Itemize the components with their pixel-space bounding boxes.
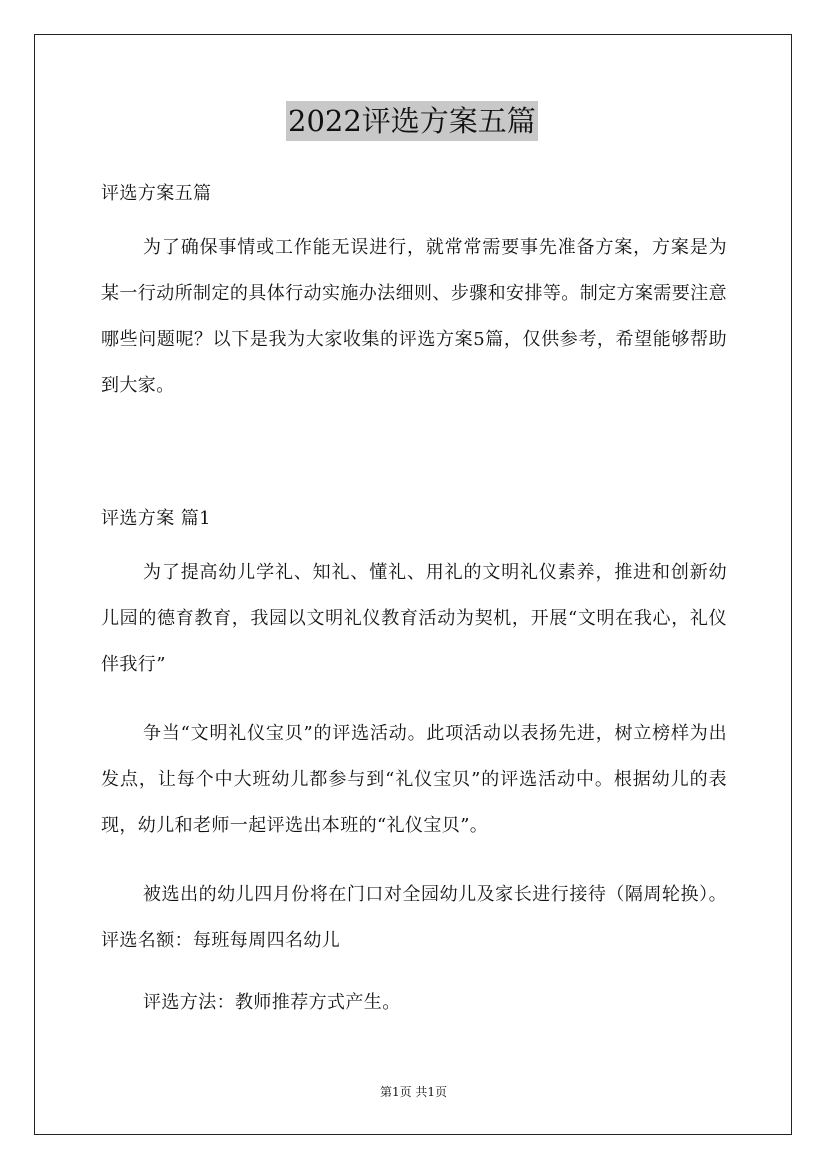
document-title: 2022评选方案五篇: [286, 101, 538, 141]
intro-paragraph: 为了确保事情或工作能无误进行，就常常需要事先准备方案，方案是为某一行动所制定的具体行动实施办法细则、步骤和安排等。制定方案需要注意哪些问题呢？以下是我为大家收集的评选方案5篇，仅供参考，希望能够帮助到大家。: [101, 237, 727, 396]
body-paragraph: 被选出的幼儿四月份将在门口对全园幼儿及家长进行接待（隔周轮换）。 评选名额：每班每周四名幼儿: [101, 884, 727, 951]
page-footer: 第1页 共1页: [379, 1085, 448, 1099]
document-subtitle: 评选方案五篇: [101, 183, 212, 204]
body-paragraph: 为了提高幼儿学礼、知礼、懂礼、用礼的文明礼仪素养，推进和创新幼儿园的德育教育，我园以文明礼仪教育活动为契机，开展“文明在我心，礼仪伴我行”: [101, 562, 727, 675]
body-paragraph: 争当“文明礼仪宝贝”的评选活动。此项活动以表扬先进，树立榜样为出发点，让每个中大班幼儿都参与到“礼仪宝贝”的评选活动中。根据幼儿的表现，幼儿和老师一起评选出本班的“礼仪宝贝”。: [101, 723, 727, 836]
body-paragraph: 评选方法：教师推荐方式产生。: [143, 992, 401, 1013]
section-heading: 评选方案 篇1: [101, 508, 211, 529]
